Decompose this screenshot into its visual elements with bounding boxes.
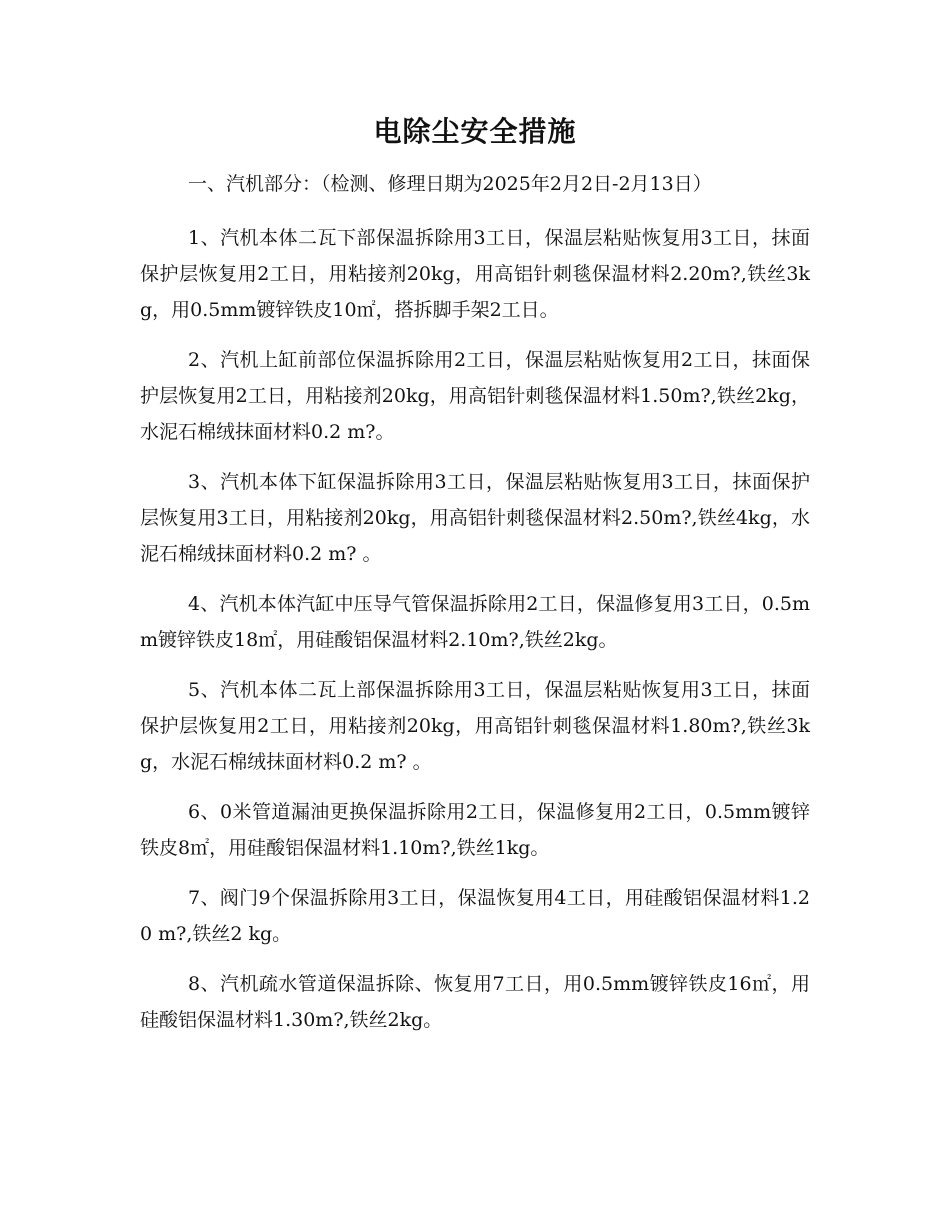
list-item: 5、汽机本体二瓦上部保温拆除用3工日，保温层粘贴恢复用3工日，抹面保护层恢复用2工日，用粘接剂20kg，用高铝针刺毯保温材料1.80m?,铁丝3kg，水泥石棉绒抹面材料0.2 m? 。 xyxy=(140,679,810,773)
list-item: 8、汽机疏水管道保温拆除、恢复用7工日，用0.5mm镀锌铁皮16㎡，用硅酸铝保温材料1.30m?,铁丝2kg。 xyxy=(140,973,810,1031)
measures-list xyxy=(140,220,810,1052)
section-heading: 一、汽机部分：（检测、修理日期为2025年2月2日-2月13日） xyxy=(188,173,712,195)
list-item: 3、汽机本体下缸保温拆除用3工日，保温层粘贴恢复用3工日，抹面保护层恢复用3工日，用粘接剂20kg，用高铝针刺毯保温材料2.50m?,铁丝4kg，水泥石棉绒抹面材料0.2 m? 。 xyxy=(140,471,810,565)
list-item: 7、阀门9个保温拆除用3工日，保温恢复用4工日，用硅酸铝保温材料1.20 m?,铁丝2 kg。 xyxy=(140,887,810,945)
list-item: 4、汽机本体汽缸中压导气管保温拆除用2工日，保温修复用3工日，0.5mm镀锌铁皮18㎡，用硅酸铝保温材料2.10m?,铁丝2kg。 xyxy=(140,593,810,651)
page-title: 电除尘安全措施 xyxy=(373,115,577,148)
list-item: 6、0米管道漏油更换保温拆除用2工日，保温修复用2工日，0.5mm镀锌铁皮8㎡，用硅酸铝保温材料1.10m?,铁丝1kg。 xyxy=(140,801,810,859)
list-item: 2、汽机上缸前部位保温拆除用2工日，保温层粘贴恢复用2工日，抹面保护层恢复用2工日，用粘接剂20kg，用高铝针刺毯保温材料1.50m?,铁丝2kg，水泥石棉绒抹面材料0.2 m?。 xyxy=(140,349,810,443)
list-item: 1、汽机本体二瓦下部保温拆除用3工日，保温层粘贴恢复用3工日，抹面保护层恢复用2工日，用粘接剂20kg，用高铝针刺毯保温材料2.20m?,铁丝3kg，用0.5mm镀锌铁皮10㎡，搭拆脚手架2工日。 xyxy=(140,227,810,321)
